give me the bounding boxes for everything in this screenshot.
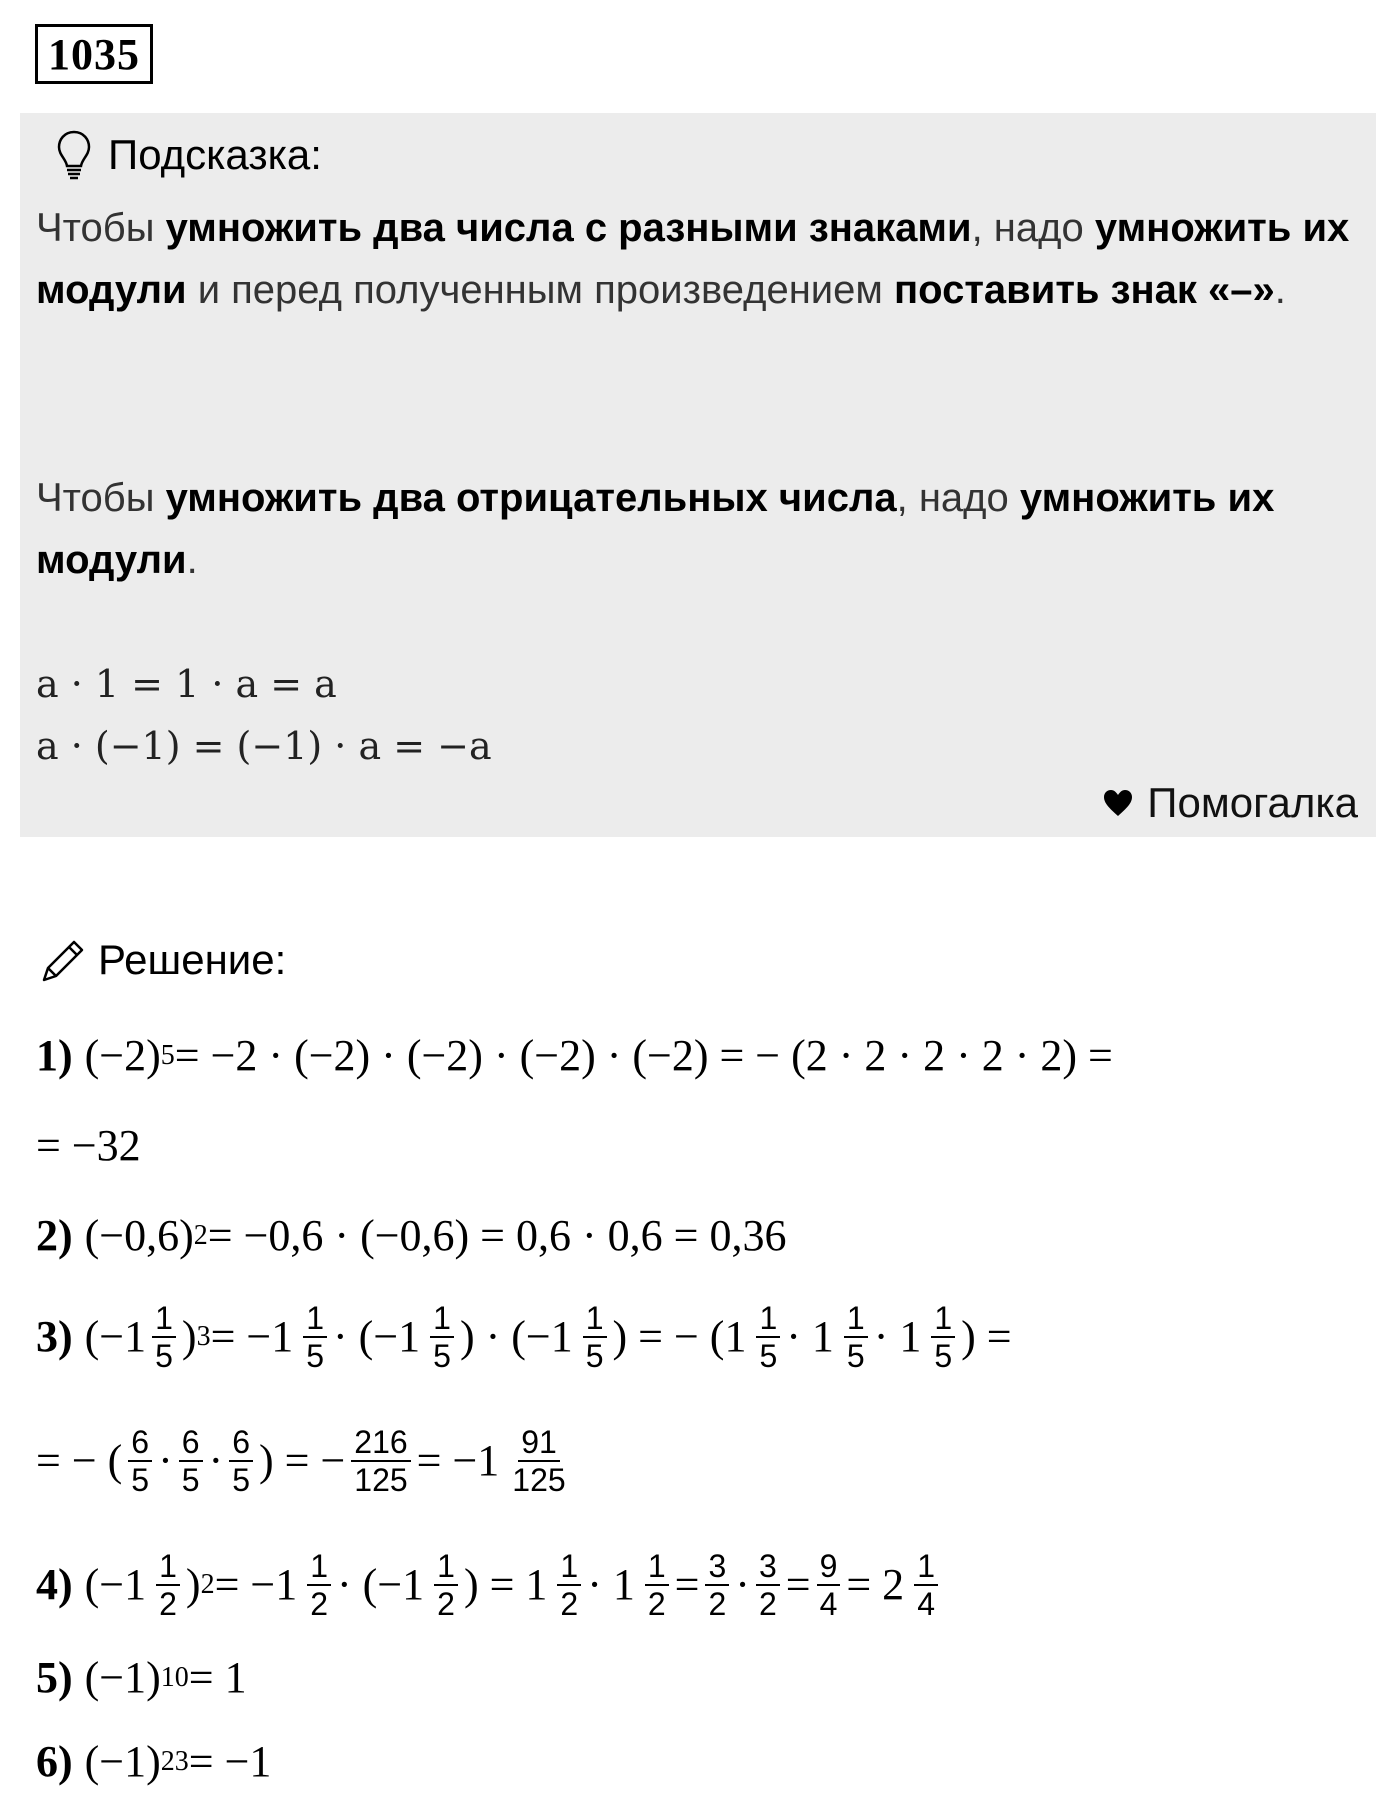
solution-line-1-result: = −32: [36, 1121, 141, 1170]
hint-rule-different-signs: Чтобы умножить два числа с разными знаками, надо умножить их модули и перед полученным произведением поставить знак «–».: [36, 206, 1350, 312]
formula-line-1: a · 1 = 1 · a = a: [36, 662, 337, 706]
solution-line-2: 2) (−0,6) 2 = −0,6 · (−0,6) = 0,6 · 0,6 = 0,36: [36, 1211, 787, 1260]
hint-formulas: [36, 653, 492, 777]
heart-icon: [1103, 789, 1133, 817]
brand-label: [1103, 773, 1358, 833]
solution-line-4: 4) (−1 $\frac{1}{2}$ ) 2 = −1 $\frac{1}{2}$ · (−1 $\frac{1}{2}$ ) = 1 $\frac{1}{2}$ · 1 $\frac{1}{2}$ = $\frac{3}{2}$ · $\frac{3}{2}$ = $\frac{9}{4}$ = 2 $\frac{1}{4}$: [36, 1548, 944, 1622]
pencil-icon: [38, 934, 90, 986]
formula-line-2: a · (−1) = (−1) · a = −a: [36, 724, 492, 768]
hint-panel: [20, 113, 1376, 837]
solution-line-1: 1) (−2) 5 = −2 · (−2) · (−2) · (−2) · (−2) = − (2 · 2 · 2 · 2 · 2) =: [36, 1031, 1113, 1080]
solution-line-6: 6) (−1) 23 = −1: [36, 1737, 272, 1786]
solution-title: Решение:: [98, 936, 287, 983]
brand-name: Помогалка: [1147, 779, 1358, 826]
task-number: 1035: [35, 24, 153, 84]
solution-line-3-continued: = − ( $\frac{6}{5}$ · $\frac{6}{5}$ · $\frac{6}{5}$ ) = − $\frac{216}{125}$ = −1 $\frac{91}{125}$: [36, 1424, 566, 1498]
solution-line-5: 5) (−1) 10 = 1: [36, 1653, 247, 1702]
solution-line-3: 3) (−1 $\frac{1}{5}$ ) 3 = −1 $\frac{1}{5}$ · (−1 $\frac{1}{5}$ ) · (−1 $\frac{1}{5}$ ) = − (1 $\frac{1}{5}$ · 1 $\frac{1}{5}$ · 1 $\frac{1}{5}$ ) =: [36, 1300, 1012, 1374]
hint-heading: [56, 125, 322, 185]
lightbulb-icon: [56, 129, 92, 181]
solution-heading: [38, 930, 286, 990]
hint-rule-negative-numbers: Чтобы умножить два отрицательных числа, надо умножить их модули.: [36, 476, 1275, 582]
hint-title: Подсказка:: [108, 131, 322, 178]
